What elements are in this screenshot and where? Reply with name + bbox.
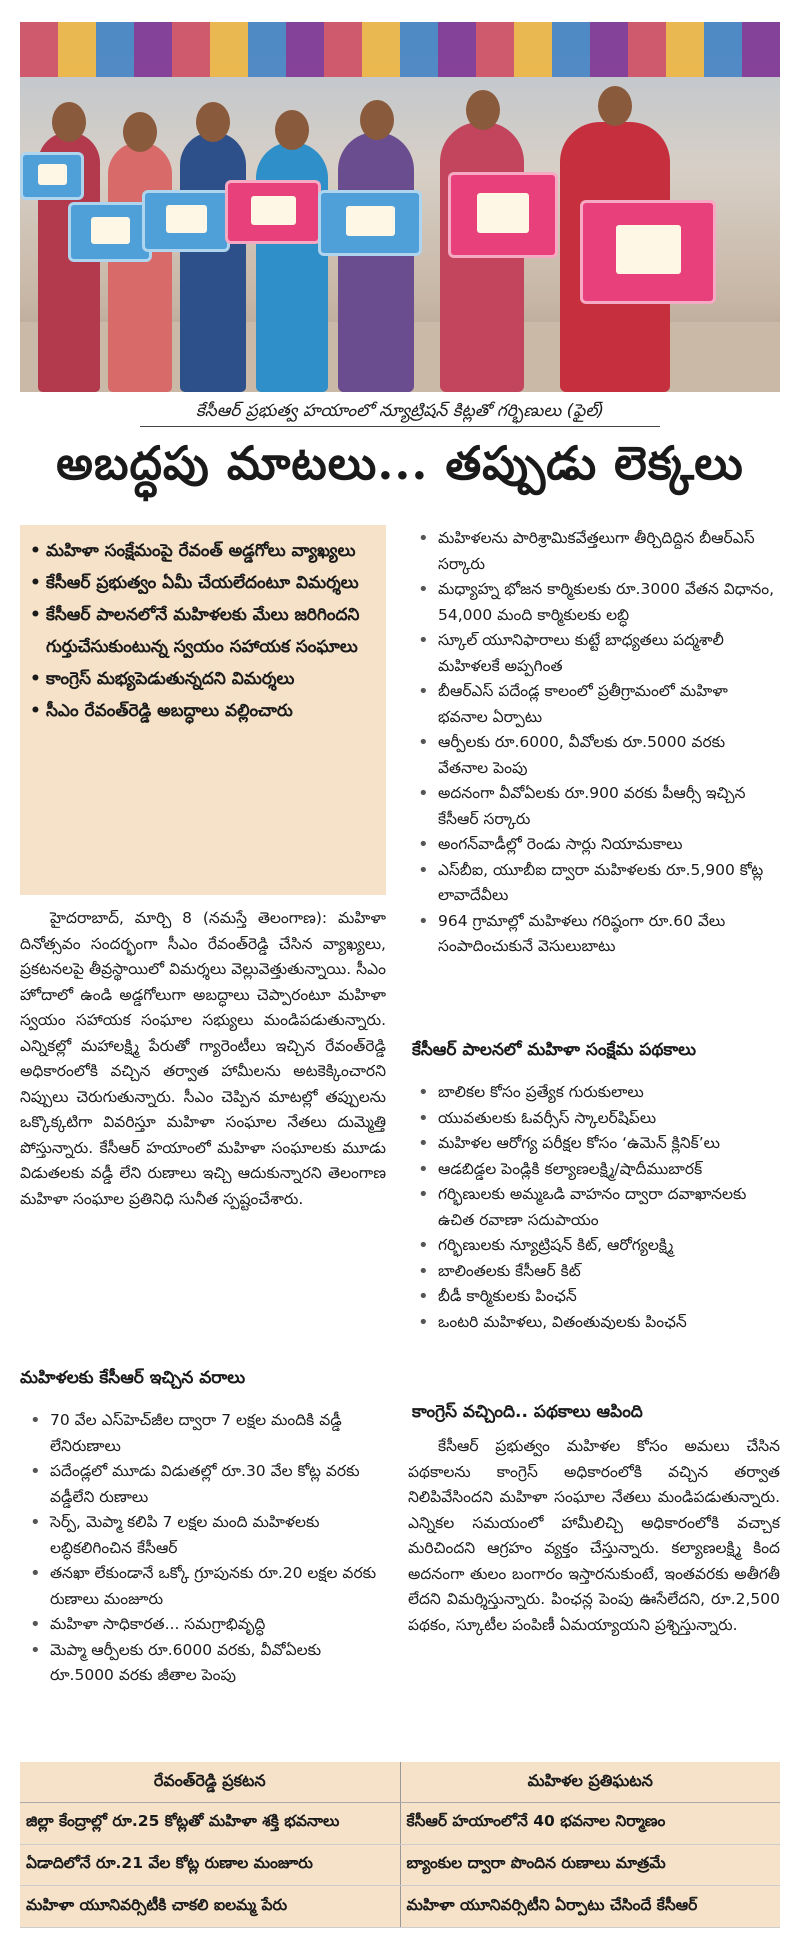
headline: అబద్ధపు మాటలు... తప్పుడు లెక్కలు	[56, 436, 744, 490]
list-item: • 70 వేల ఎస్‌హెచ్‌జీల ద్వారా 7 లక్షల మందికి వడ్డీ లేనిరుణాలు	[20, 1408, 386, 1459]
list-item: • సెర్ప్, మెప్మా కలిపి 7 లక్షల మంది మహిళలకు లబ్ధికలిగించిన కేసీఆర్	[20, 1510, 386, 1561]
nutrition-kit-basket	[142, 190, 230, 252]
left-subheading: మహిళలకు కేసీఆర్ ఇచ్చిన వరాలు	[20, 1368, 246, 1388]
table-row	[20, 1803, 780, 1845]
list-item: • మహిళా సాధికారత... సమగ్రాభివృద్ధి	[20, 1612, 386, 1638]
intro-paragraph: హైదరాబాద్, మార్చి 8 (నమస్తే తెలంగాణ): మహిళా దినోత్సవం సందర్భంగా సీఎం రేవంత్‌రెడ్డి చేసిన వ్యాఖ్యలు, ప్రకటనలపై తీవ్రస్థాయిలో విమర్శలు వెల్లువెత్తుతున్నాయి. సీఎం హోదాలో ఉండి అడ్డగోలుగా అబద్ధాలు చెప్పారంటూ మహిళా స్వయం సహాయక సంఘాల సభ్యులు మండిపడుతున్నారు. ఎన్నికల్లో మహాలక్ష్మి పేరుతో గ్యారెంటీలు ఇచ్చిన రేవంత్‌రెడ్డి అధికారంలోకి వచ్చిన తర్వాత హామీలను అటకెక్కించారని నిప్పులు చెరుగుతున్నారు. సీఎం చెప్పిన మాటల్లో తప్పులను ఒక్కొక్కటిగా వివరిస్తూ మహిళా సంఘాల నేతలు దుమ్మెత్తి పోస్తున్నారు. కేసీఆర్ హయాంలో మహిళా సంఘాలకు మూడు విడుతలకు వడ్డీ లేని రుణాలు ఇచ్చి ఆదుకున్నారని తెలంగాణ మహిళా సంఘాల ప్రతినిధి సునీత స్పష్టంచేశారు.	[20, 909, 386, 1208]
list-item: • అదనంగా వీవోఏలకు రూ.900 వరకు పీఆర్సీ ఇచ్చిన కేసీఆర్ సర్కారు	[408, 781, 780, 832]
brs-achievements-list	[408, 526, 780, 960]
list-item: • ఎస్‌బీఐ, యూబీఐ ద్వారా మహిళలకు రూ.5,900 కోట్ల లావాదేవీలు	[408, 858, 780, 909]
nutrition-kit-basket	[20, 152, 84, 200]
list-item: • మహిళలను పారిశ్రామికవేత్తలుగా తీర్చిదిద్దిన బీఆర్‌ఎస్ సర్కారు	[408, 526, 780, 577]
head	[275, 110, 309, 150]
list-item: • బీడీ కార్మికులకు పింఛన్	[408, 1284, 780, 1310]
highlight-item: • సీఎం రేవంత్‌రెడ్డి అబద్ధాలు వల్లించారు	[30, 695, 378, 727]
list-item: • అంగన్‌వాడీల్లో రెండు సార్లు నియామకాలు	[408, 832, 780, 858]
list-item: • బీఆర్‌ఎస్ పదేండ్ల కాలంలో ప్రతీగ్రామంలో మహిళా భవనాల ఏర్పాటు	[408, 679, 780, 730]
highlights-box	[20, 525, 386, 895]
head	[123, 112, 157, 152]
news-photo	[20, 22, 780, 392]
welfare-schemes-subheading: కేసీఆర్ పాలనలో మహిళా సంక్షేమ పథకాలు	[412, 1040, 697, 1060]
list-item: • బాలింతలకు కేసీఆర్ కిట్	[408, 1259, 780, 1285]
woman-figure	[338, 132, 414, 392]
list-item: • ఆర్పీలకు రూ.6000, వీవోలకు రూ.5000 వరకు వేతనాల పెంపు	[408, 730, 780, 781]
head	[196, 102, 230, 142]
woman-figure	[180, 132, 246, 392]
highlight-item: • కేసీఆర్ ప్రభుత్వం ఏమీ చేయలేదంటూ విమర్శలు	[30, 567, 378, 599]
highlight-item: • కాంగ్రెస్ మభ్యపెడుతున్నదని విమర్శలు	[30, 663, 378, 695]
list-item: • మహిళల ఆరోగ్య పరీక్షల కోసం ‘ఉమెన్ క్లినిక్’లు	[408, 1131, 780, 1157]
list-item: • ఆడబిడ్డల పెండ్లికి కల్యాణలక్ష్మి/షాదీముబారక్	[408, 1157, 780, 1183]
nutrition-kit-basket	[68, 202, 152, 262]
congress-subheading: కాంగ్రెస్ వచ్చింది.. పథకాలు ఆపింది	[412, 1402, 643, 1422]
comparison-table	[20, 1762, 780, 1928]
highlights-list	[20, 525, 386, 727]
list-item: • ఒంటరి మహిళలు, వితంతువులకు పింఛన్	[408, 1310, 780, 1336]
head	[52, 102, 86, 142]
highlight-item: • మహిళా సంక్షేమంపై రేవంత్ అడ్డగోలు వ్యాఖ్యలు	[30, 535, 378, 567]
table-row	[20, 1886, 780, 1928]
column-header: రేవంత్‌రెడ్డి ప్రకటన	[20, 1762, 400, 1803]
woman-figure	[108, 142, 172, 392]
highlight-item: • కేసీఆర్ పాలనలోనే మహిళలకు మేలు జరిగిందని గుర్తుచేసుకుంటున్న స్వయం సహాయక సంఘాలు	[30, 599, 378, 663]
list-item: • పదేండ్లలో మూడు విడుతల్లో రూ.30 వేల కోట్ల వరకు వడ్డీలేని రుణాలు	[20, 1459, 386, 1510]
tent-canopy	[20, 22, 780, 77]
column-header: మహిళల ప్రతిఘటన	[400, 1762, 780, 1803]
table-row	[20, 1844, 780, 1886]
table-header-row	[20, 1762, 780, 1803]
welfare-schemes-list	[408, 1080, 780, 1335]
table-cell: జిల్లా కేంద్రాల్లో రూ.25 కోట్లతో మహిళా శక్తి భవనాలు	[20, 1803, 400, 1845]
head	[360, 100, 394, 140]
list-item: • గర్భిణులకు అమ్మఒడి వాహనం ద్వారా దవాఖానలకు ఉచిత రవాణా సదుపాయం	[408, 1182, 780, 1233]
list-item: • స్కూల్ యూనిఫారాలు కుట్టే బాధ్యతలు పద్మశాలీ మహిళలకే అప్పగింత	[408, 628, 780, 679]
head	[466, 90, 500, 130]
list-item: • గర్భిణులకు న్యూట్రిషన్ కిట్, ఆరోగ్యలక్ష్మి	[408, 1233, 780, 1259]
nutrition-kit-basket	[225, 180, 321, 244]
list-item: • మధ్యాహ్న భోజన కార్మికులకు రూ.3000 వేతన విధానం, 54,000 మంది కార్మికులకు లబ్ధి	[408, 577, 780, 628]
table-cell: మహిళా యూనివర్సిటీకి చాకలి ఐలమ్మ పేరు	[20, 1886, 400, 1928]
kcr-benefits-list	[20, 1408, 386, 1689]
table-cell: మహిళా యూనివర్సిటీని ఏర్పాటు చేసిందే కేసీఆర్	[400, 1886, 780, 1928]
congress-paragraph: కేసీఆర్ ప్రభుత్వం మహిళల కోసం అమలు చేసిన పథకాలను కాంగ్రెస్ అధికారంలోకి వచ్చిన తర్వాత నిలిపివేసిందని మహిళా సంఘాల నేతలు మండిపడుతున్నారు. ఎన్నికల సమయంలో హామీలిచ్చి అధికారంలోకి వచ్చాక మరిచిందని ఆగ్రహం వ్యక్తం చేస్తున్నారు. కల్యాణలక్ష్మి కింద అదనంగా తులం బంగారం ఇస్తారనుకుంటే, ఇంతవరకు అతీగతీ లేదని విమర్శిస్తున్నారు. పింఛన్ల పెంపు ఊసేలేదని, రూ.2,500 పథకం, స్కూటీల పంపిణీ ఏమయ్యాయని ప్రశ్నిస్తున్నారు.	[408, 1437, 780, 1634]
list-item: • బాలికల కోసం ప్రత్యేక గురుకులాలు	[408, 1080, 780, 1106]
list-item: • తనఖా లేకుండానే ఒక్కో గ్రూపునకు రూ.20 లక్షల వరకు రుణాలు మంజూరు	[20, 1561, 386, 1612]
photo-caption: కేసీఆర్ ప్రభుత్వ హయాంలో న్యూట్రిషన్ కిట్లతో గర్భిణులు (ఫైల్)	[140, 396, 660, 427]
list-item: • 964 గ్రామాల్లో మహిళలు గరిష్ఠంగా రూ.60 వేలు సంపాదించుకునే వెసులుబాటు	[408, 909, 780, 960]
list-item: • యువతులకు ఓవర్సీస్ స్కాలర్‌షిప్‌లు	[408, 1106, 780, 1132]
list-item: • మెప్మా ఆర్పీలకు రూ.6000 వరకు, వీవోఏలకు రూ.5000 వరకు జీతాల పెంపు	[20, 1638, 386, 1689]
nutrition-kit-basket	[448, 172, 558, 258]
nutrition-kit-basket	[580, 200, 716, 304]
head	[598, 86, 632, 126]
nutrition-kit-basket	[318, 190, 422, 256]
table-cell: బ్యాంకుల ద్వారా పొందిన రుణాలు మాత్రమే	[400, 1844, 780, 1886]
table-cell: ఏడాదిలోనే రూ.21 వేల కోట్ల రుణాల మంజూరు	[20, 1844, 400, 1886]
table-cell: కేసీఆర్ హయాంలోనే 40 భవనాల నిర్మాణం	[400, 1803, 780, 1845]
